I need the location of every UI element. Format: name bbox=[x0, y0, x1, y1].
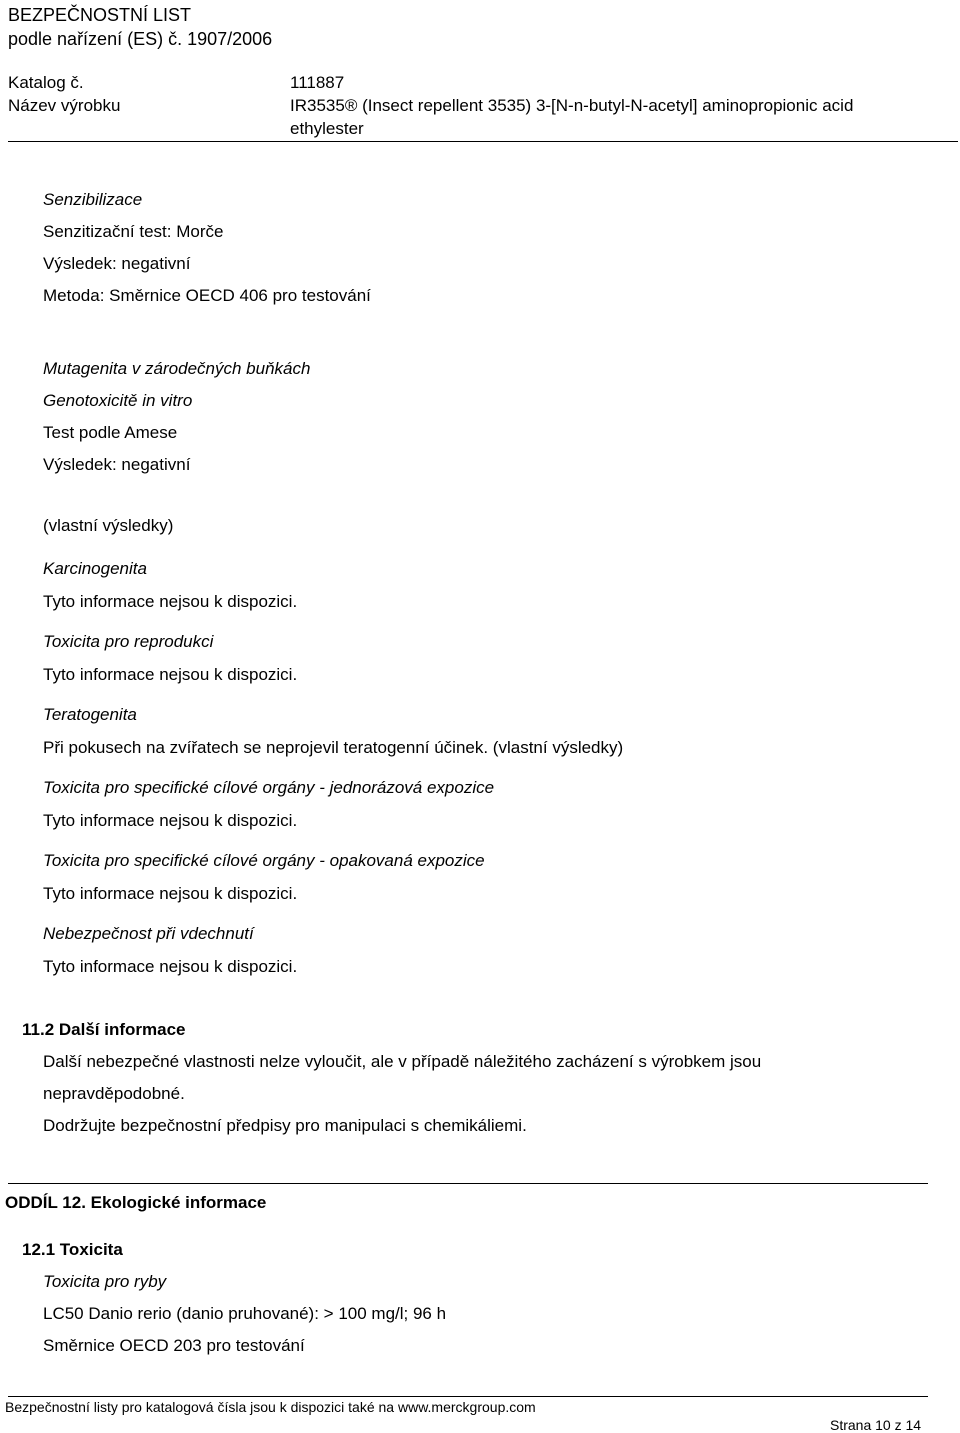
regulation-reference: podle nařízení (ES) č. 1907/2006 bbox=[8, 29, 273, 49]
mutagenicity-heading: Mutagenita v zárodečných buňkách bbox=[43, 359, 311, 378]
document-title: BEZPEČNOSTNÍ LIST bbox=[8, 5, 192, 25]
catalog-label: Katalog č. bbox=[8, 73, 84, 92]
fish-toxicity-heading: Toxicita pro ryby bbox=[43, 1272, 167, 1291]
sensitization-result: Výsledek: negativní bbox=[43, 254, 191, 273]
sensitization-test: Senzitizační test: Morče bbox=[43, 222, 224, 241]
reproductive-toxicity-text: Tyto informace nejsou k dispozici. bbox=[43, 665, 298, 684]
section-11-2-heading: 11.2 Další informace bbox=[22, 1020, 186, 1039]
section-12-1-heading: 12.1 Toxicita bbox=[22, 1240, 123, 1259]
reproductive-toxicity-heading: Toxicita pro reprodukci bbox=[43, 632, 214, 651]
stot-repeated-heading: Toxicita pro specifické cílové orgány - opakovaná expozice bbox=[43, 851, 485, 870]
sensitization-heading: Senzibilizace bbox=[43, 190, 143, 209]
stot-repeated-text: Tyto informace nejsou k dispozici. bbox=[43, 884, 298, 903]
fish-toxicity-method: Směrnice OECD 203 pro testování bbox=[43, 1336, 305, 1355]
footer-divider bbox=[8, 1396, 928, 1397]
product-name-line1: IR3535® (Insect repellent 3535) 3-[N-n-butyl-N-acetyl] aminopropionic acid bbox=[290, 96, 854, 115]
aspiration-hazard-text: Tyto informace nejsou k dispozici. bbox=[43, 957, 298, 976]
section-12-divider bbox=[8, 1183, 928, 1184]
aspiration-hazard-heading: Nebezpečnost při vdechnutí bbox=[43, 924, 254, 943]
teratogenicity-text: Při pokusech na zvířatech se neprojevil teratogenní účinek. (vlastní výsledky) bbox=[43, 738, 624, 757]
footer-note: Bezpečnostní listy pro katalogová čísla jsou k dispozici také na www.merckgroup.com bbox=[5, 1399, 536, 1415]
product-name-line2: ethylester bbox=[290, 119, 364, 138]
stot-single-heading: Toxicita pro specifické cílové orgány - jednorázová expozice bbox=[43, 778, 495, 797]
header-divider bbox=[8, 141, 958, 142]
product-label: Název výrobku bbox=[8, 96, 121, 115]
sensitization-method: Metoda: Směrnice OECD 406 pro testování bbox=[43, 286, 371, 305]
section-11-2-line2: nepravděpodobné. bbox=[43, 1084, 185, 1103]
mutagenicity-note: (vlastní výsledky) bbox=[43, 516, 174, 535]
fish-toxicity-value: LC50 Danio rerio (danio pruhované): > 100 mg/l; 96 h bbox=[43, 1304, 447, 1323]
section-11-2-line1: Další nebezpečné vlastnosti nelze vyloučit, ale v případě náležitého zacházení s výrobkem jsou bbox=[43, 1052, 762, 1071]
section-11-2-line3: Dodržujte bezpečnostní předpisy pro manipulaci s chemikáliemi. bbox=[43, 1116, 527, 1135]
stot-single-text: Tyto informace nejsou k dispozici. bbox=[43, 811, 298, 830]
page-number: Strana 10 z 14 bbox=[830, 1417, 922, 1433]
mutagenicity-test: Test podle Amese bbox=[43, 423, 178, 442]
carcinogenicity-text: Tyto informace nejsou k dispozici. bbox=[43, 592, 298, 611]
genotoxicity-subheading: Genotoxicitě in vitro bbox=[43, 391, 193, 410]
teratogenicity-heading: Teratogenita bbox=[43, 705, 137, 724]
mutagenicity-result: Výsledek: negativní bbox=[43, 455, 191, 474]
catalog-value: 111887 bbox=[290, 73, 345, 92]
carcinogenicity-heading: Karcinogenita bbox=[43, 559, 147, 578]
section-12-heading: ODDÍL 12. Ekologické informace bbox=[5, 1193, 267, 1212]
